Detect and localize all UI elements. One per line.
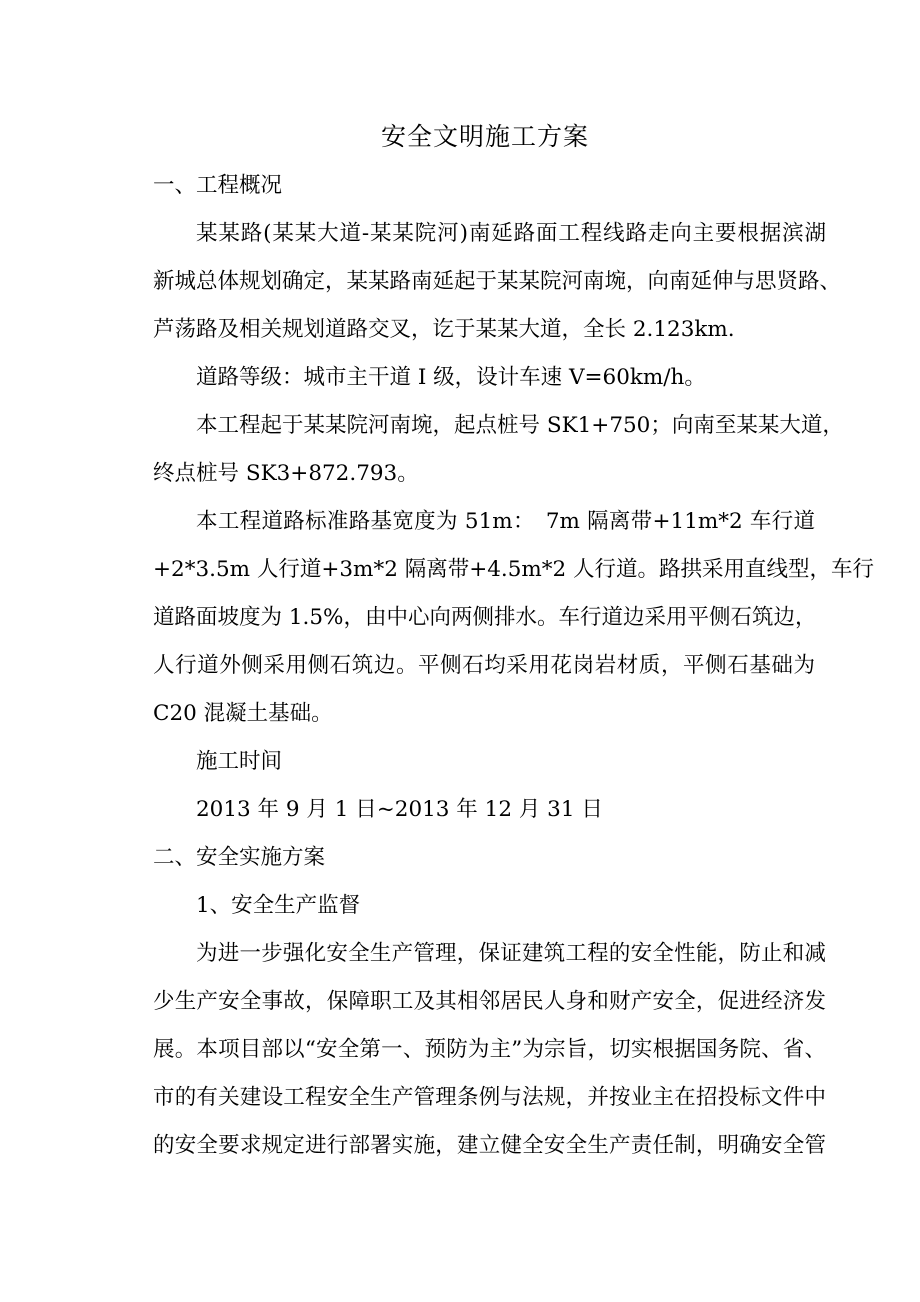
paragraph-line: 道路面坡度为 1.5%，由中心向两侧排水。车行道边采用平侧石筑边， — [153, 605, 817, 630]
paragraph-line: 人行道外侧采用侧石筑边。平侧石均采用花岗岩材质，平侧石基础为 — [153, 653, 815, 678]
document-title: 安全文明施工方案 — [380, 122, 589, 151]
paragraph-line: 终点桩号 SK3+872.793。 — [153, 461, 419, 486]
section-heading: 二、安全实施方案 — [153, 845, 326, 870]
paragraph-line: 本工程道路标准路基宽度为 51m： 7m 隔离带+11m*2 车行道 — [196, 509, 815, 534]
paragraph-line: C20 混凝土基础。 — [153, 701, 333, 726]
paragraph-line: 市的有关建设工程安全生产管理条例与法规，并按业主在招投标文件中 — [153, 1085, 826, 1110]
paragraph-line: 新城总体规划确定，某某路南延起于某某院河南埦，向南延伸与思贤路、 — [153, 269, 842, 294]
paragraph-line: 少生产安全事故，保障职工及其相邻居民人身和财产安全，促进经济发 — [153, 989, 826, 1014]
paragraph-line: 2013 年 9 月 1 日~2013 年 12 月 31 日 — [196, 797, 603, 822]
subsection-heading: 1、安全生产监督 — [196, 893, 361, 918]
paragraph-line: 本工程起于某某院河南埦，起点桩号 SK1+750；向南至某某大道， — [196, 413, 844, 438]
paragraph-line: 展。本项目部以“安全第一、预防为主”为宗旨，切实根据国务院、省、 — [153, 1037, 826, 1062]
paragraph-line: 道路等级：城市主干道 I 级，设计车速 V=60km/h。 — [196, 365, 706, 390]
paragraph-line: 芦荡路及相关规划道路交叉，讫于某某大道，全长 2.123km. — [153, 317, 735, 342]
section-heading: 一、工程概况 — [153, 173, 283, 198]
paragraph-line: +2*3.5m 人行道+3m*2 隔离带+4.5m*2 人行道。路拱采用直线型，车行 — [153, 557, 875, 582]
paragraph-line: 的安全要求规定进行部署实施，建立健全安全生产责任制，明确安全管 — [153, 1133, 826, 1158]
paragraph-line: 某某路(某某大道-某某院河)南延路面工程线路走向主要根据滨湖 — [196, 221, 826, 246]
paragraph-line: 施工时间 — [196, 749, 283, 774]
paragraph-line: 为进一步强化安全生产管理，保证建筑工程的安全性能，防止和减 — [196, 941, 826, 966]
